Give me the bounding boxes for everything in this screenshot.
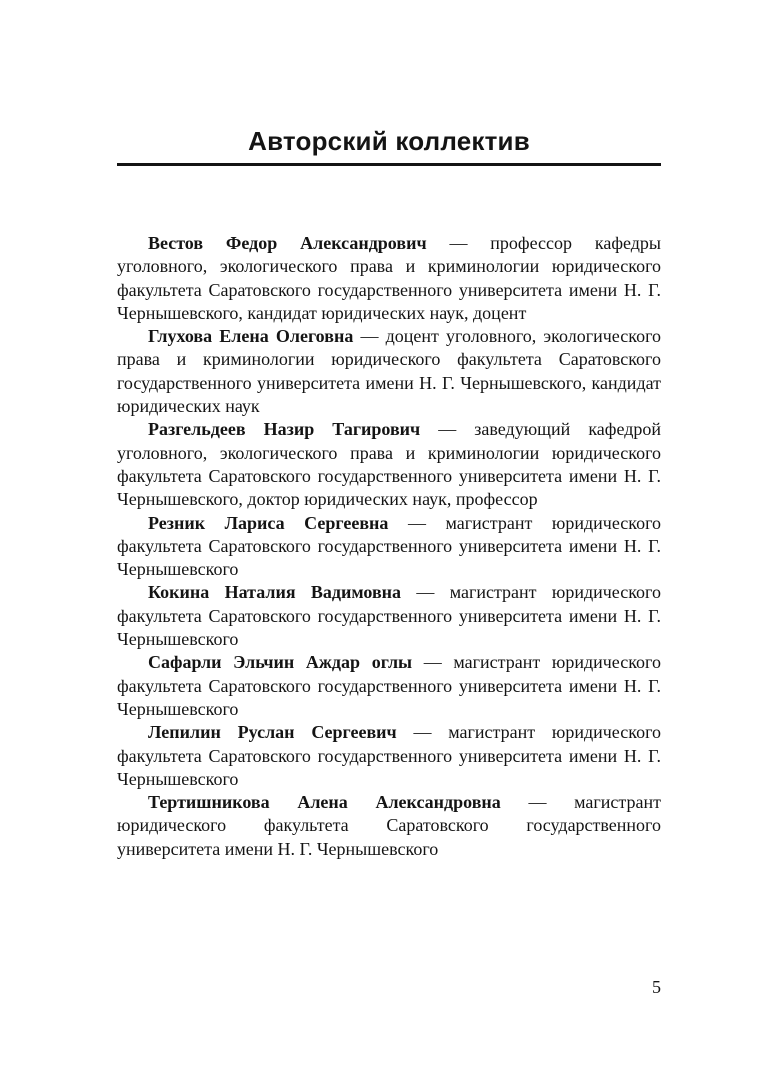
author-entry — [117, 581, 661, 651]
author-name: Тертишникова Алена Александровна — [148, 792, 501, 813]
author-entry — [117, 721, 661, 791]
author-name: Кокина Наталия Вадимовна — [148, 582, 402, 603]
author-description: — магистрант юридического факультета Саратовского государственного университета имени Н. Г. Чернышевского — [117, 722, 661, 789]
author-entry — [117, 325, 661, 418]
authors-list — [117, 232, 661, 861]
author-description: — магистрант юридического факультета Саратовского государственного университета имени Н. Г. Чернышевского — [117, 652, 661, 719]
author-entry — [117, 232, 661, 325]
author-name: Резник Лариса Сергеевна — [148, 512, 389, 533]
author-description: — доцент уголовного, экологического права и криминологии юридического факультета Саратовского государственного университета имени Н. Г. Чернышевского, кандидат юридических наук — [117, 326, 661, 417]
page-title: Авторский коллектив — [248, 126, 530, 156]
author-description: — профессор кафедры уголовного, экологического права и криминологии юридического факультета Саратовского государственного университета имени Н. Г. Чернышевского, кандидат юридических наук, доцент — [117, 233, 661, 323]
author-description: — заведующий кафедрой уголовного, экологического права и криминологии юридического факультета Саратовского государственного университета имени Н. Г. Чернышевского, доктор юридических наук, профессор — [117, 419, 661, 510]
author-description: — магистрант юридического факультета Саратовского государственного университета имени Н. Г. Чернышевского — [117, 512, 662, 580]
author-name: Сафарли Эльчин Аждар оглы — [148, 652, 413, 673]
page-number: 5 — [652, 977, 661, 997]
author-name: Разгельдеев Назир Тагирович — [148, 419, 421, 440]
author-entry — [117, 791, 661, 861]
author-description: — магистрант юридического факультета Саратовского государственного университета имени Н. Г. Чернышевского — [117, 582, 661, 650]
author-entry — [117, 651, 661, 721]
author-name: Лепилин Руслан Сергеевич — [148, 722, 397, 743]
author-entry — [117, 418, 661, 511]
author-entry — [117, 512, 661, 582]
title-divider — [117, 163, 661, 166]
author-name: Вестов Федор Александрович — [148, 233, 427, 253]
author-name: Глухова Елена Олеговна — [148, 326, 354, 347]
author-description: — магистрант юридического факультета Саратовского государственного университета имени Н. Г. Чернышевского — [117, 792, 661, 859]
